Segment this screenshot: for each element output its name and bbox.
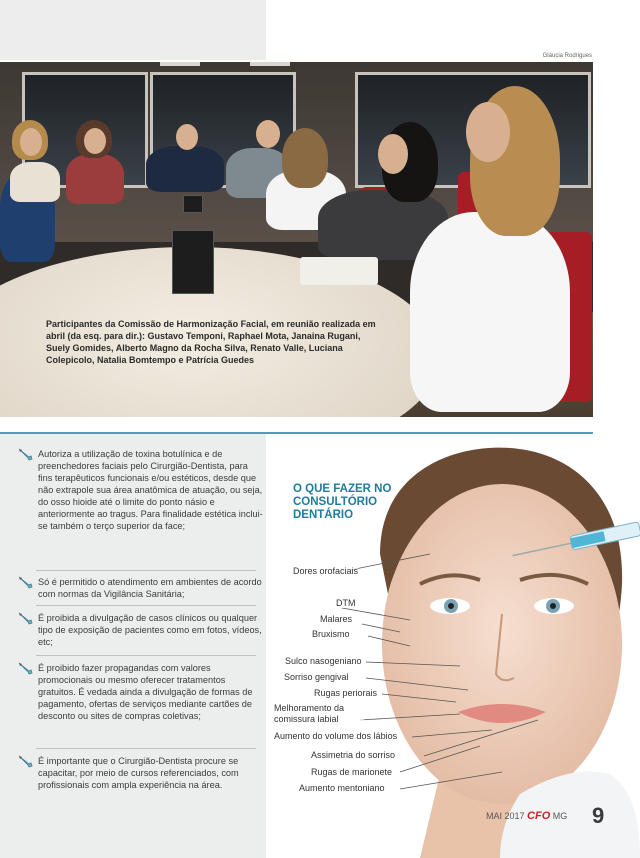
list-item [18, 448, 263, 532]
photo-head [20, 128, 42, 156]
face-label: Assimetria do sorriso [311, 750, 396, 760]
list-item [18, 576, 263, 600]
rule-text: Só é permitido o atendimento em ambientes de acordo com normas da Vigilância Sanitária; [38, 577, 262, 599]
divider [36, 748, 256, 749]
face-label: Sulco nasogeniano [285, 656, 362, 666]
photo-papers [300, 257, 378, 285]
photo-head [176, 124, 198, 150]
brand-logo: CFO [527, 810, 551, 822]
rule-text: É importante que o Cirurgião-Dentista procure se capacitar, por meio de cursos referenciados, com profissionais com ampla experiência na área. [38, 756, 239, 790]
photo-head [84, 128, 106, 154]
table-slot [183, 195, 203, 213]
infographic-heading: O QUE FAZER NO CONSULTÓRIO DENTÁRIO [293, 483, 392, 521]
pen-icon [18, 755, 34, 769]
page-number: 9 [592, 803, 605, 828]
photo-hair [282, 128, 328, 188]
top-grey-block [0, 0, 266, 60]
photo-light [160, 62, 200, 66]
face-label: Rugas periorais [314, 688, 378, 698]
divider [36, 605, 256, 606]
photo-person [66, 154, 124, 204]
divider [36, 570, 256, 571]
face-label: Aumento mentoniano [299, 783, 385, 793]
face-label: DTM [336, 598, 356, 608]
photo-person [146, 146, 224, 192]
photo-credit: Gláucia Rodrigues [542, 53, 592, 59]
face-label: Dores orofaciais [293, 566, 359, 576]
face-label: Aumento do volume dos lábios [274, 731, 398, 741]
face-label: Melhoramento da comissura labial [274, 703, 364, 725]
table-slot [172, 230, 214, 294]
photo-head [378, 134, 408, 174]
photo-caption: Participantes da Comissão de Harmonização Facial, em reunião realizada em abril (da esq. para dir.): Gustavo Temponi, Raphael Mota, Janaina Rugani, Suely Gomides, Alberto Magno da Rocha Silva, Renato Valle, Luciana Colepicolo, Natalia Bomtempo e Patrícia Guedes [46, 319, 376, 365]
rule-text: É proibido fazer propagandas com valores promocionais ou mesmo oferecer tratamentos gratuitos. É vedada ainda a divulgação de formas de pagamento, ofertas de serviços mediante cartões de desconto ou sites de compras coletivas; [38, 663, 253, 721]
list-item [18, 662, 263, 722]
photo-person [410, 212, 570, 412]
photo-head [256, 120, 280, 148]
face-label: Rugas de marionete [311, 767, 393, 777]
face-label: Malares [320, 614, 353, 624]
pen-icon [18, 662, 34, 676]
photo-person [10, 162, 60, 202]
pen-icon [18, 576, 34, 590]
divider [36, 655, 256, 656]
rule-text: É proibida a divulgação de casos clínicos ou qualquer tipo de exposição de pacientes como em fotos, vídeos, etc; [38, 613, 262, 647]
list-item [18, 755, 263, 791]
issue-date: MAI 2017 [486, 811, 525, 821]
page-footer [486, 810, 567, 822]
list-item [18, 612, 263, 648]
brand-state: MG [552, 811, 568, 821]
pen-icon [18, 448, 34, 462]
photo-head [466, 102, 510, 162]
photo-light [250, 62, 290, 66]
face-label: Bruxismo [312, 629, 350, 639]
face-label: Sorriso gengival [284, 672, 349, 682]
pen-icon [18, 612, 34, 626]
rule-text: Autoriza a utilização de toxina botulínica e de preenchedores faciais pelo Cirurgião-Dentista, para fins terapêuticos funcionais e/ou estéticos, desde que não extrapole sua área anatômica de atuação, ou seja, do osso hioide até o limite do ponto násio e anteriormente ao tragus. Para finalidade estética inclui-se também o terço superior da face; [38, 449, 263, 531]
